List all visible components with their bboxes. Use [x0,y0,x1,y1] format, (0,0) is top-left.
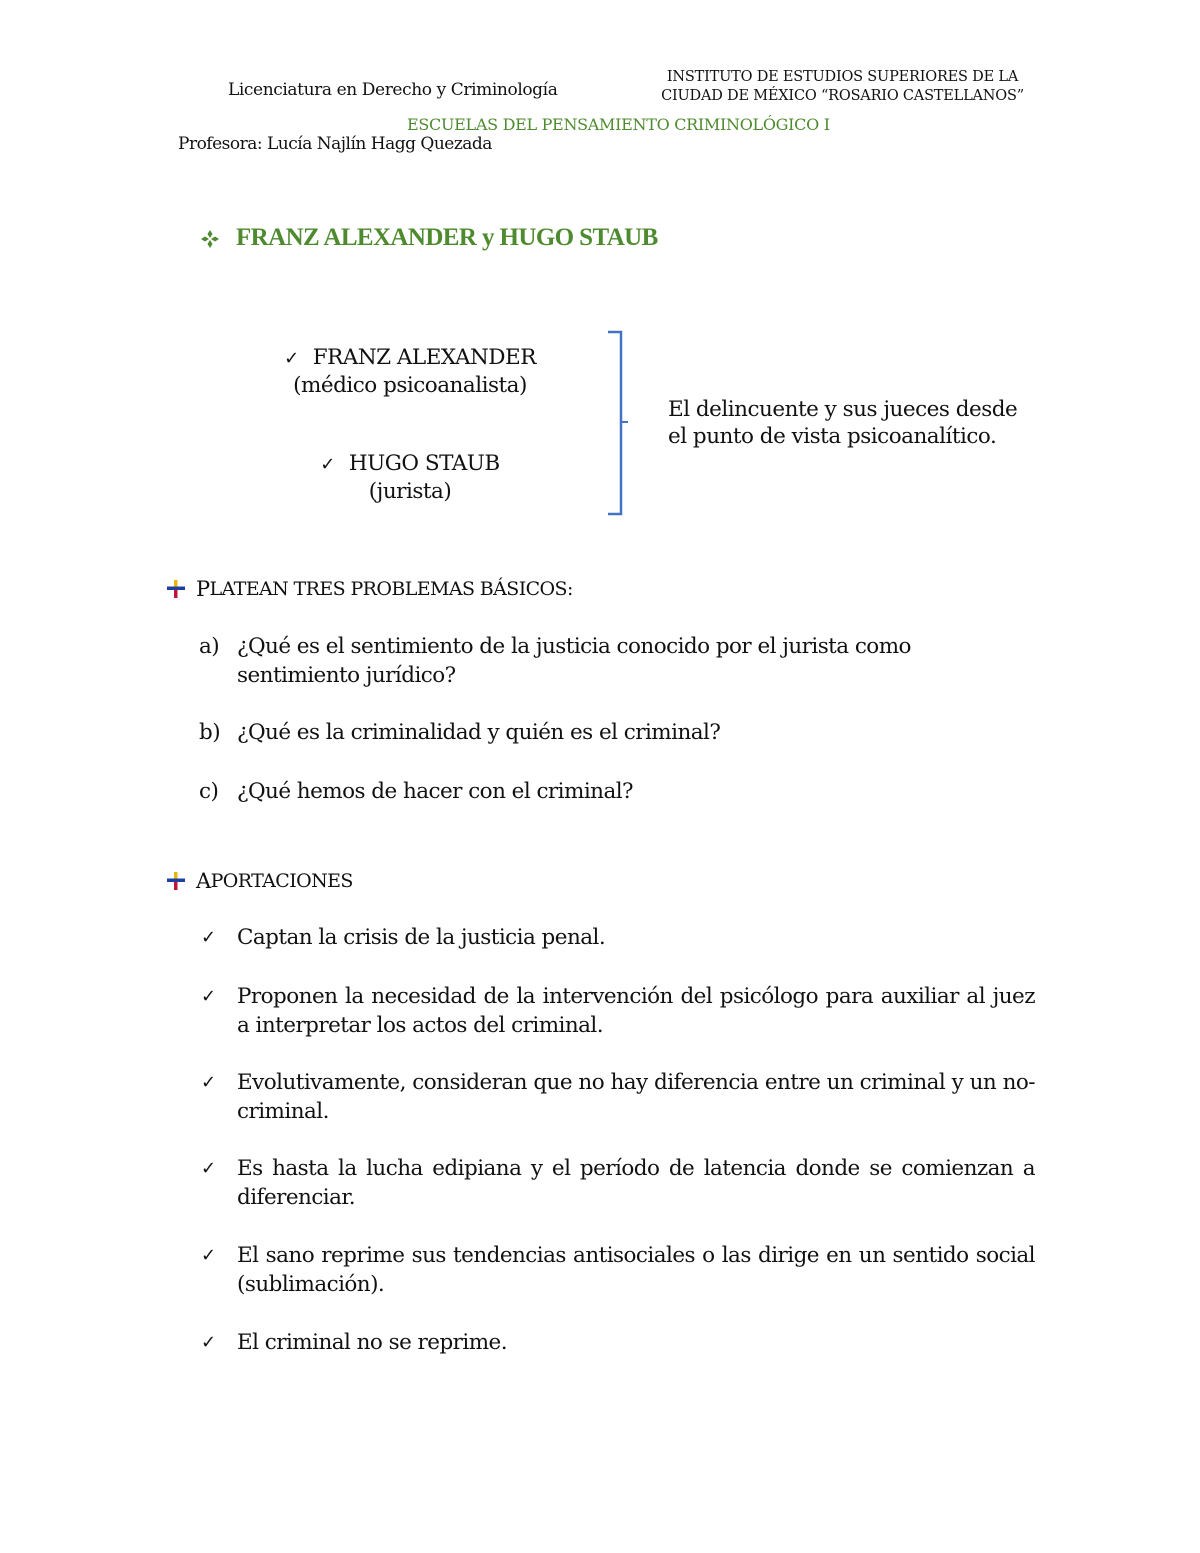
list-item [201,1154,1035,1212]
list-marker: b) [199,720,221,745]
institute-line-2: CIUDAD DE MÉXICO “ROSARIO CASTELLANOS” [661,88,1024,104]
author-role: (médico psicoanalista) [293,373,527,398]
checkmark-icon: ✓ [201,927,216,948]
institute-name [650,68,1035,106]
work-summary-line-2: el punto de vista psicoanalítico. [668,424,997,449]
list-item [201,1068,1035,1126]
list-item-text: ¿Qué es la criminalidad y quién es el criminal? [237,720,721,745]
list-item-text: Evolutivamente, consideran que no hay diferencia entre un criminal y un no-criminal. [237,1070,1035,1124]
colored-cross-icon [166,579,186,599]
heading-rest: LATEAN TRES PROBLEMAS BÁSICOS: [209,578,573,600]
work-summary-line-1: El delincuente y sus jueces desde [668,397,1018,422]
heading-initial: P [196,577,210,601]
author-name: FRANZ ALEXANDER [312,345,536,370]
checkmark-icon: ✓ [201,1072,216,1093]
list-item [201,1241,1035,1299]
colored-cross-icon [166,871,186,891]
list-item-text: Es hasta la lucha edipiana y el período de latencia donde se comienzan a diferenciar. [237,1156,1035,1210]
contributions-heading [166,869,353,893]
list-item [201,982,1035,1040]
author-hugo [300,450,520,505]
subject-title: ESCUELAS DEL PENSAMIENTO CRIMINOLÓGICO I [407,115,830,134]
list-item [201,1328,1035,1357]
list-item-text: El criminal no se reprime. [237,1330,508,1355]
checkmark-icon: ✓ [284,348,299,369]
author-franz [270,344,550,399]
institute-line-1: INSTITUTO DE ESTUDIOS SUPERIORES DE LA [666,69,1019,85]
program-name: Licenciatura en Derecho y Criminología [228,80,558,100]
list-marker: c) [199,779,219,804]
page-title-row [200,224,658,252]
list-item-text: El sano reprime sus tendencias antisociales o las dirige en un sentido social (sublimación). [237,1243,1035,1297]
heading-rest: PORTACIONES [210,870,353,892]
list-item-text: ¿Qué es el sentimiento de la justicia conocido por el jurista como sentimiento jurídico? [237,634,911,688]
author-role: (jurista) [368,479,452,504]
list-item [199,632,1037,690]
checkmark-icon: ✓ [201,986,216,1007]
list-item [199,777,1037,806]
heading-initial: A [196,869,211,893]
checkmark-icon: ✓ [201,1332,216,1353]
list-item-text: Proponen la necesidad de la intervención del psicólogo para auxiliar al juez a interpretar los actos del criminal. [237,984,1035,1038]
checkmark-icon: ✓ [201,1158,216,1179]
professor-name: Profesora: Lucía Najlín Hagg Quezada [178,134,492,154]
list-item-text: ¿Qué hemos de hacer con el criminal? [237,779,634,804]
author-name: HUGO STAUB [348,451,500,476]
work-summary [668,396,1017,450]
checkmark-icon: ✓ [201,1245,216,1266]
page-title: FRANZ ALEXANDER y HUGO STAUB [236,224,658,251]
checkmark-icon: ✓ [320,454,335,475]
list-item [201,923,1035,952]
list-item-text: Captan la crisis de la justicia penal. [237,925,606,950]
four-diamond-icon [200,229,220,249]
list-item [199,718,1037,747]
right-bracket [600,330,630,516]
list-marker: a) [199,634,220,659]
problems-heading [166,577,573,601]
